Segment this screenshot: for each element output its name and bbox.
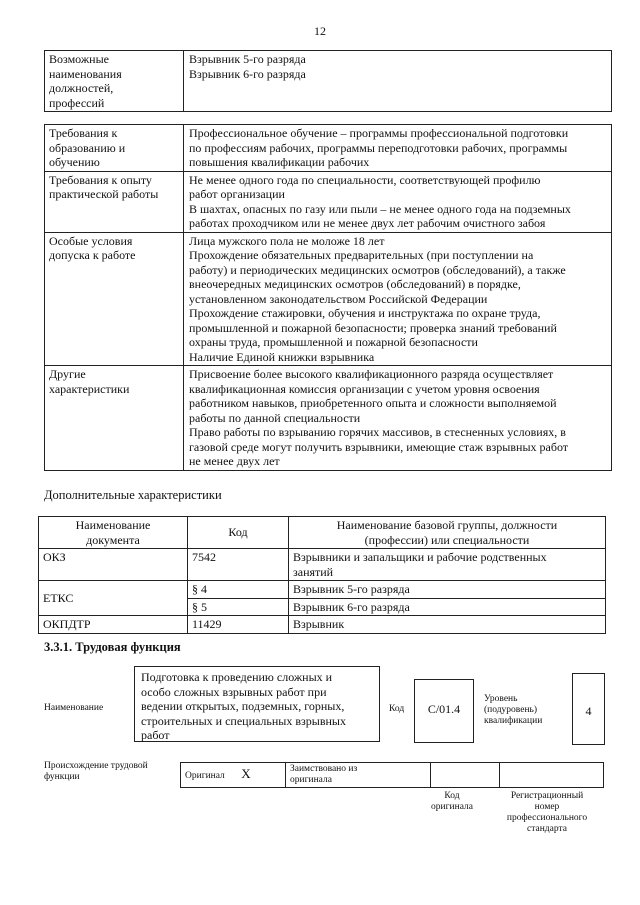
function-name-label: Наименование <box>44 703 104 713</box>
borrowed-cell: Заимствовано из оригинала <box>286 763 431 788</box>
requirements-table <box>44 124 612 471</box>
row-doc: ЕТКС <box>39 581 188 616</box>
additional-heading: Дополнительные характеристики <box>44 488 222 502</box>
possible-titles-label: Возможные наименования должностей, профессий <box>45 51 184 112</box>
header-code: Код <box>188 517 289 549</box>
origin-table <box>180 762 604 788</box>
special-conditions-value: Лица мужского пола не моложе 18 лет Прохождение обязательных предварительных (при поступлении на работу) и периодических медицинских осмотров (обследований), а также внеочередных медицинских осмотров (обследований) в порядке, установленном законодательством Российской Федерации Прохождение стажировки, обучения и инструктажа по охране труда, промышленной и пожарной безопасности; проверка знаний требований охраны труда, промышленной и пожарной безопасности Наличие Единой книжки взрывника <box>184 232 612 366</box>
possible-titles-row <box>45 51 612 112</box>
function-name-box: Подготовка к проведению сложных и особо сложных взрывных работ при ведении открытых, подземных, горных, строительных и специальных взрывных работ <box>134 666 380 742</box>
table-row <box>39 581 606 599</box>
original-cell <box>181 763 286 788</box>
other-characteristics-value: Присвоение более высокого квалификационного разряда осуществляет квалификационная комиссия организации с учетом уровня освоения работником навыков, приобретенного опыта и сложности выполняемой работы по данной специальности Право работы по взрыванию горячих массивов, в стесненных условиях, в газовой среде могут получить взрывники, имеющие стаж взрывных работ не менее двух лет <box>184 366 612 471</box>
row-doc: ОКЗ <box>39 549 188 581</box>
row-name: Взрывник 5-го разряда <box>289 581 606 599</box>
original-mark: X <box>241 766 251 781</box>
row-name: Взрывник 6-го разряда <box>289 598 606 616</box>
function-code-label: Код <box>389 704 405 714</box>
experience-value: Не менее одного года по специальности, соответствующей профилю работ организации В шахтах, опасных по газу или пыли – не менее одного года на подземных работах проходчиком или не менее двух лет рабочим очистного забоя <box>184 171 612 232</box>
possible-titles-table <box>44 50 612 112</box>
qualification-level-box: 4 <box>572 673 605 745</box>
education-row <box>45 125 612 172</box>
row-doc: ОКПДТР <box>39 616 188 634</box>
registration-number-cell <box>500 763 604 788</box>
special-conditions-row <box>45 232 612 366</box>
original-code-cell <box>431 763 500 788</box>
other-characteristics-label: Другие характеристики <box>45 366 184 471</box>
experience-row <box>45 171 612 232</box>
education-value: Профессиональное обучение – программы профессиональной подготовки по профессиям рабочих, программы переподготовки рабочих, программы повышения квалификации рабочих <box>184 125 612 172</box>
header-group: Наименование базовой группы, должности (профессии) или специальности <box>289 517 606 549</box>
table-row <box>39 549 606 581</box>
page-number: 12 <box>314 24 326 38</box>
qualification-level-label: Уровень (подуровень) квалификации <box>484 694 543 726</box>
row-code: § 5 <box>188 598 289 616</box>
origin-label: Происхождение трудовой функции <box>44 761 148 782</box>
origin-row <box>181 763 604 788</box>
table-row <box>39 616 606 634</box>
row-name: Взрывники и запальщики и рабочие родственных занятий <box>289 549 606 581</box>
original-label: Оригинал <box>185 771 225 781</box>
function-heading: 3.3.1. Трудовая функция <box>44 640 181 654</box>
other-characteristics-row <box>45 366 612 471</box>
row-name: Взрывник <box>289 616 606 634</box>
special-conditions-label: Особые условия допуска к работе <box>45 232 184 366</box>
experience-label: Требования к опыту практической работы <box>45 171 184 232</box>
row-code: § 4 <box>188 581 289 599</box>
row-code: 11429 <box>188 616 289 634</box>
function-code-box: C/01.4 <box>414 679 474 743</box>
row-code: 7542 <box>188 549 289 581</box>
original-code-caption: Код оригинала <box>431 791 473 812</box>
education-label: Требования к образованию и обучению <box>45 125 184 172</box>
additional-header-row <box>39 517 606 549</box>
additional-table <box>38 516 606 634</box>
possible-titles-value: Взрывник 5-го разряда Взрывник 6-го разряда <box>184 51 612 112</box>
registration-number-caption: Регистрационный номер профессионального стандарта <box>506 791 588 834</box>
header-document: Наименование документа <box>39 517 188 549</box>
